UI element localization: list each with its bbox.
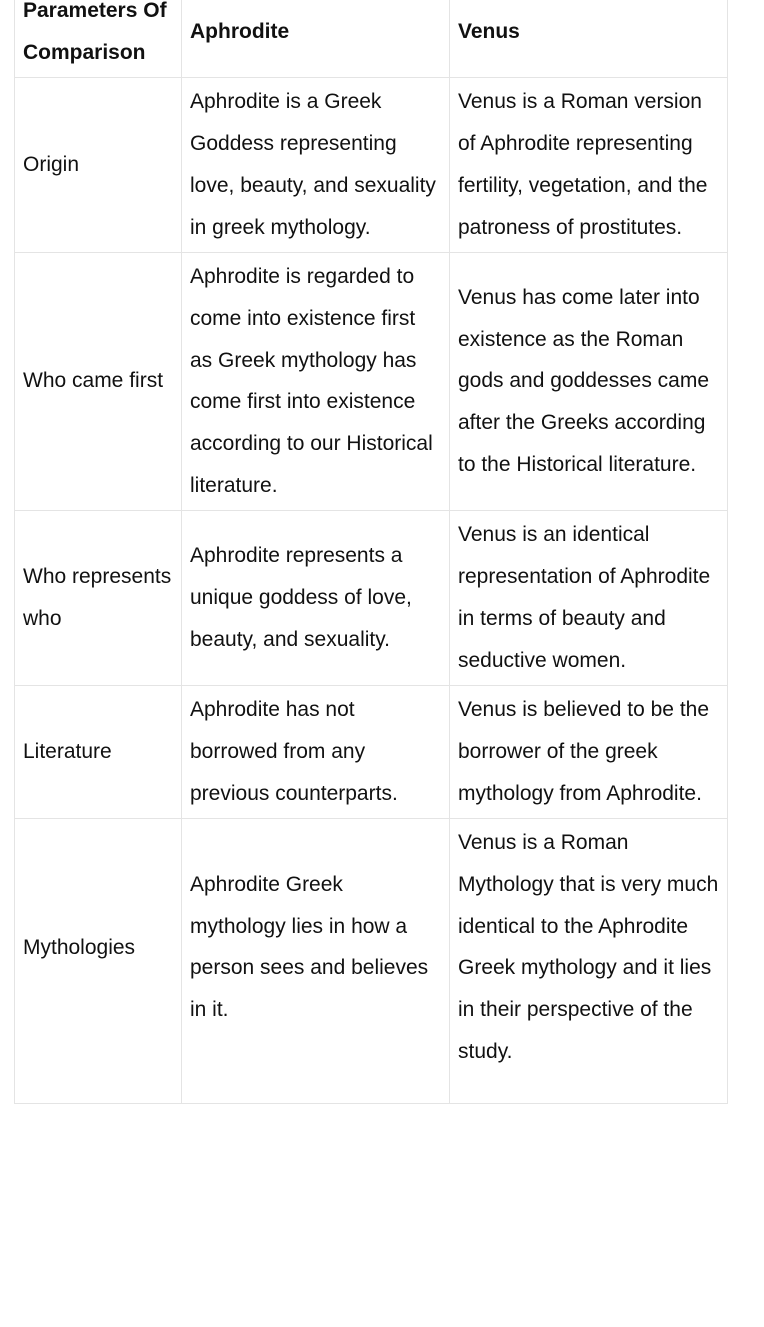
aphrodite-cell: Aphrodite Greek mythology lies in how a person sees and believes in it. (182, 819, 450, 1103)
table-row (15, 686, 728, 819)
venus-cell: Venus is a Roman version of Aphrodite representing fertility, vegetation, and the patroness of prostitutes. (450, 78, 728, 253)
aphrodite-cell: Aphrodite has not borrowed from any previous counterparts. (182, 686, 450, 819)
table-row (15, 511, 728, 686)
header-parameters: Parameters Of Comparison (15, 0, 182, 78)
parameter-cell: Mythologies (15, 819, 182, 1103)
parameter-cell: Origin (15, 78, 182, 253)
venus-cell: Venus is an identical representation of Aphrodite in terms of beauty and seductive women. (450, 511, 728, 686)
aphrodite-cell: Aphrodite is regarded to come into existence first as Greek mythology has come first into existence according to our Historical literature. (182, 253, 450, 511)
venus-cell: Venus is believed to be the borrower of the greek mythology from Aphrodite. (450, 686, 728, 819)
venus-cell: Venus is a Roman Mythology that is very much identical to the Aphrodite Greek mythology and it lies in their perspective of the study. (450, 819, 728, 1103)
aphrodite-cell: Aphrodite represents a unique goddess of love, beauty, and sexuality. (182, 511, 450, 686)
parameter-cell: Literature (15, 686, 182, 819)
comparison-table (14, 0, 728, 1104)
parameter-cell: Who came first (15, 253, 182, 511)
header-aphrodite: Aphrodite (182, 0, 450, 78)
header-row (15, 0, 728, 78)
header-venus: Venus (450, 0, 728, 78)
parameter-cell: Who represents who (15, 511, 182, 686)
table-row (15, 253, 728, 511)
table-row (15, 819, 728, 1103)
table-row (15, 78, 728, 253)
venus-cell: Venus has come later into existence as the Roman gods and goddesses came after the Greeks according to the Historical literature. (450, 253, 728, 511)
aphrodite-cell: Aphrodite is a Greek Goddess representing love, beauty, and sexuality in greek mythology. (182, 78, 450, 253)
